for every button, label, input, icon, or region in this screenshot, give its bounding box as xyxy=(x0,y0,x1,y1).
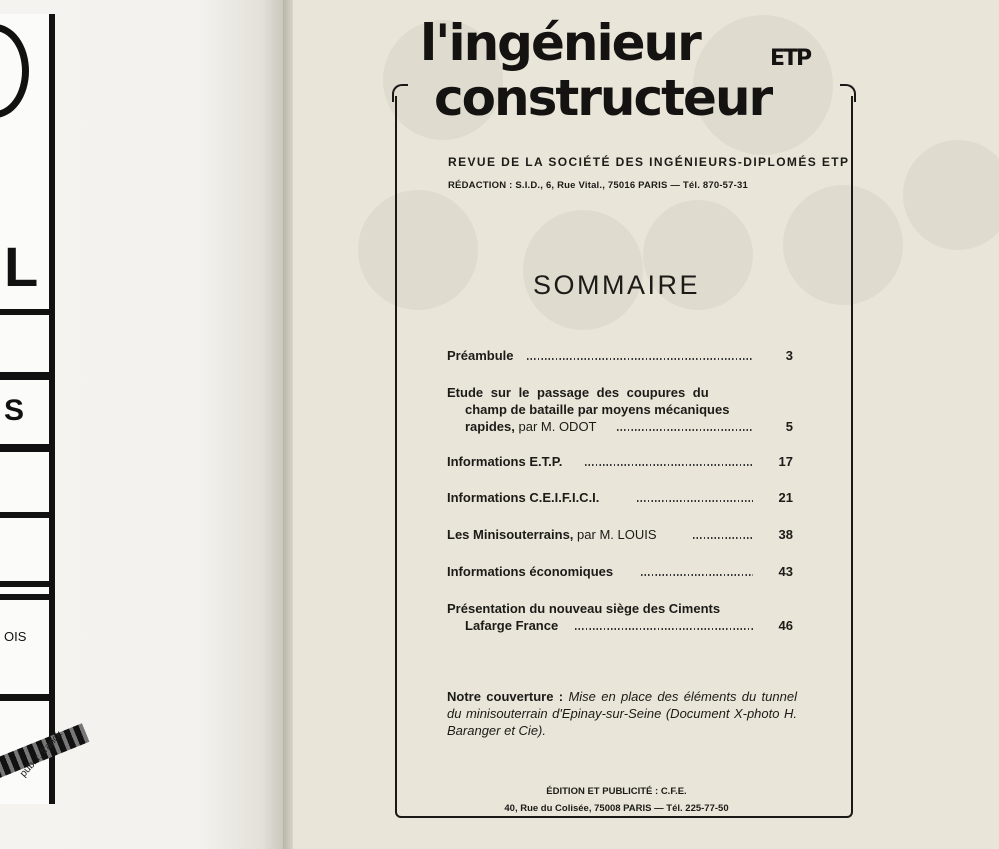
toc-entry-title: Préambule xyxy=(447,348,514,363)
toc-entry-page: 3 xyxy=(785,348,793,363)
left-page-rule xyxy=(0,309,55,315)
toc-entry-title-line: Lafarge France xyxy=(465,618,559,633)
publisher-address: 40, Rue du Colisée, 75008 PARIS — Tél. 225-77-50 xyxy=(504,803,729,814)
toc-entry xyxy=(447,453,793,470)
masthead-subtitle: REVUE DE LA SOCIÉTÉ DES INGÉNIEURS-DIPLOMÉS ETP xyxy=(448,155,850,169)
left-page-arc xyxy=(0,24,29,118)
publisher-line: ÉDITION ET PUBLICITÉ : C.F.E. xyxy=(546,786,687,797)
toc-leader-dots xyxy=(575,628,753,630)
left-page-fragment: OIS xyxy=(4,629,27,644)
toc-leader-dots xyxy=(617,429,753,431)
left-page-rule xyxy=(0,372,55,380)
toc-leader-dots xyxy=(585,464,753,466)
left-page-fragment: L xyxy=(4,235,39,298)
left-page-rule xyxy=(0,594,55,600)
cover-note-text: Mise en place des éléments du tunnel du minisouterrain d'Epinay-sur-Seine (Document X-photo H. Baranger et Cie). xyxy=(447,689,797,738)
left-page-graphic xyxy=(0,14,55,804)
left-page-rule xyxy=(0,581,55,587)
cover-note xyxy=(447,688,797,739)
left-page-rule xyxy=(0,512,55,518)
toc-entry xyxy=(447,384,793,435)
toc-entry-page: 38 xyxy=(778,527,793,542)
left-page-rule xyxy=(0,694,55,701)
toc-entry-title: Informations économiques xyxy=(447,564,614,579)
left-facing-page xyxy=(0,0,285,849)
masthead-title-line2: constructeur xyxy=(434,69,772,127)
toc-entry-title-line: rapides, xyxy=(465,419,515,434)
toc-entry-page: 17 xyxy=(778,454,793,469)
toc-entry-title-line: Etude sur le passage des coupures du xyxy=(447,385,709,400)
toc-entry-title: Informations E.T.P. xyxy=(447,454,563,469)
cover-note-label: Notre couverture : xyxy=(447,689,564,704)
toc-leader-dots xyxy=(693,537,753,539)
toc-entry xyxy=(447,347,793,364)
etp-logo: ETP xyxy=(770,46,811,71)
toc-entry-page: 46 xyxy=(778,618,793,633)
toc-leader-dots xyxy=(641,574,753,576)
toc-leader-dots xyxy=(637,500,753,502)
show-through-circle xyxy=(903,140,999,250)
left-page-fragment: S xyxy=(4,394,25,427)
toc-entry-author: par M. LOUIS xyxy=(577,527,657,542)
left-page-rule xyxy=(0,444,55,452)
toc-entry-title: Les Minisouterrains, xyxy=(447,527,574,542)
sommaire-heading: SOMMAIRE xyxy=(532,270,700,300)
toc-entry xyxy=(447,563,793,580)
masthead-title-line1: l'ingénieur xyxy=(420,14,700,72)
toc-entry xyxy=(447,600,793,634)
toc-entry-page: 5 xyxy=(785,419,793,434)
toc-entry xyxy=(447,526,793,543)
left-page-credit: pub. r. franck xyxy=(18,729,65,780)
toc-entry-title-line: Présentation du nouveau siège des Ciments xyxy=(447,601,721,616)
toc-entry xyxy=(447,489,793,506)
toc-entry-title: Informations C.E.I.F.I.C.I. xyxy=(447,490,600,505)
toc-entry-page: 21 xyxy=(778,490,793,505)
redaction-address: RÉDACTION : S.I.D., 6, Rue Vital., 75016 PARIS — Tél. 870-57-31 xyxy=(448,180,748,191)
toc-entry-page: 43 xyxy=(778,564,793,579)
toc-leader-dots xyxy=(527,358,753,360)
toc-entry-title-line: champ de bataille par moyens mécaniques xyxy=(465,402,730,417)
toc-entry-author: par M. ODOT xyxy=(518,419,597,434)
